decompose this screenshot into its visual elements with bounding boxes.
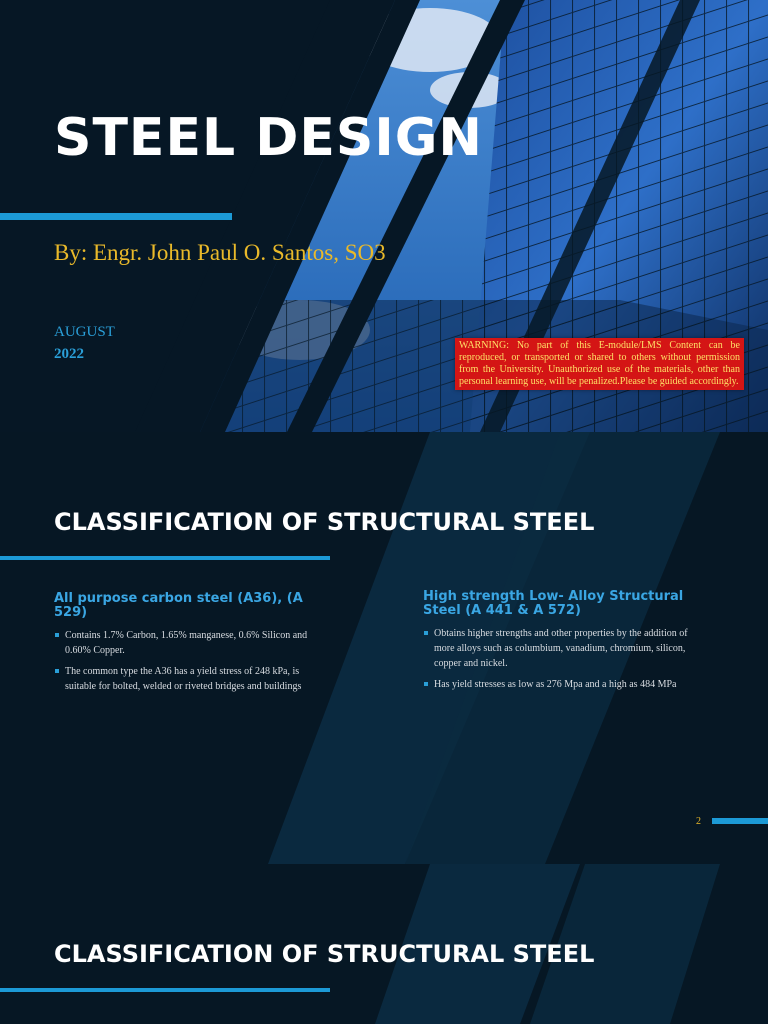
content-slide-2 [0, 432, 768, 864]
slide-heading: CLASSIFICATION OF STRUCTURAL STEEL [54, 508, 595, 536]
carbon-steel-list [54, 628, 316, 694]
list-item: The common type the A36 has a yield stress of 248 kPa, is suitable for bolted, welded or riveted bridges and buildings [54, 664, 316, 694]
heading-accent-bar [0, 988, 330, 992]
presentation-title: STEEL DESIGN [54, 108, 483, 168]
low-alloy-steel-column [423, 590, 691, 698]
low-alloy-steel-title: High strength Low- Alloy Structural Steel (A 441 & A 572) [423, 589, 684, 618]
list-item: Obtains higher strengths and other properties by the addition of more alloys such as columbium, vanadium, chromium, silicon, copper and nickel. [423, 626, 691, 671]
page-number: 2 [696, 816, 701, 827]
heading-accent-bar [0, 556, 330, 560]
copyright-warning: WARNING: No part of this E-module/LMS Content can be reproduced, or transported or shared to others without permission from the University. Unauthorized use of the materials, other than personal learning use, will be penalized.Please be guided accordingly. [455, 338, 744, 390]
list-item: Has yield stresses as low as 276 Mpa and a high as 484 MPa [423, 677, 691, 692]
content-slide-3 [0, 864, 768, 1024]
date-year: 2022 [54, 346, 84, 362]
carbon-steel-title: All purpose carbon steel (A36), (A 529) [54, 591, 303, 620]
title-slide [0, 0, 768, 432]
page-accent-bar [712, 818, 768, 824]
list-item: Contains 1.7% Carbon, 1.65% manganese, 0.6% Silicon and 0.60% Copper. [54, 628, 316, 658]
carbon-steel-column [54, 592, 316, 700]
date-month: AUGUST [54, 324, 115, 340]
author-line: By: Engr. John Paul O. Santos, SO3 [54, 240, 386, 265]
slide-heading: CLASSIFICATION OF STRUCTURAL STEEL [54, 940, 595, 968]
low-alloy-steel-list [423, 626, 691, 692]
title-accent-bar [0, 213, 232, 220]
